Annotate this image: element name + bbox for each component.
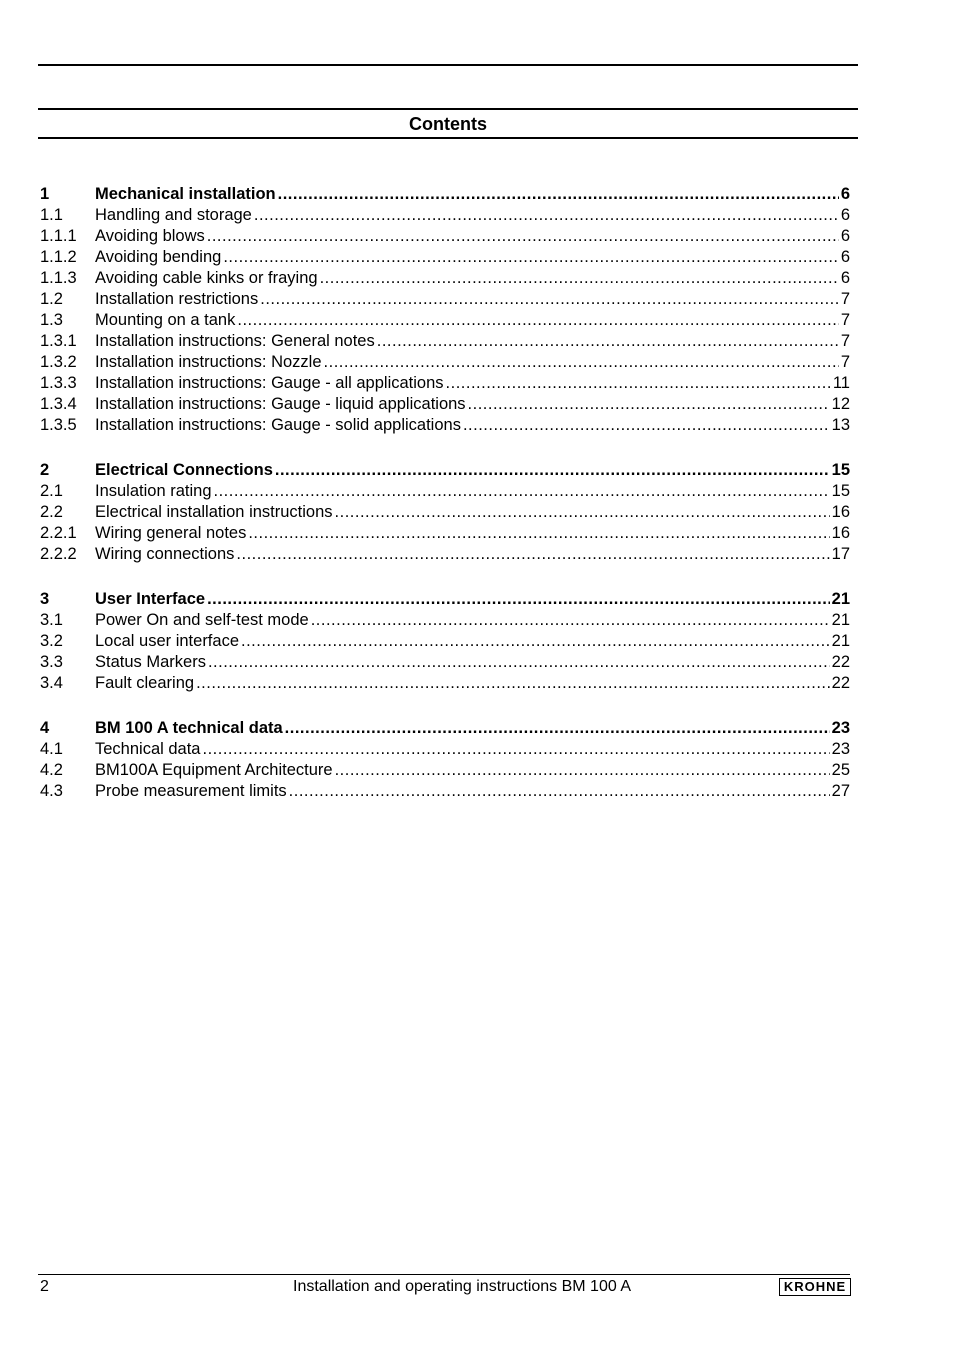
toc-entry-title: Insulation rating (95, 482, 212, 500)
toc-dot-leader (311, 610, 830, 631)
toc-entry-number: 1.3.3 (40, 374, 77, 392)
toc-entry-title: Installation instructions: Nozzle (95, 353, 322, 371)
krohne-logo: KROHNE (779, 1278, 851, 1296)
toc-dot-leader (208, 652, 830, 673)
toc-entry-title: BM 100 A technical data (95, 719, 283, 737)
toc-entry[interactable] (40, 415, 850, 436)
toc-entry-title: Mounting on a tank (95, 311, 236, 329)
toc-section-4 (40, 718, 850, 802)
toc-entry-page: 6 (840, 227, 850, 245)
toc-entry-page: 21 (831, 611, 850, 629)
toc-entry[interactable] (40, 652, 850, 673)
toc-entry-title: Electrical Connections (95, 461, 273, 479)
toc-entry-page: 23 (831, 740, 850, 758)
toc-entry-number: 2.2 (40, 503, 63, 521)
toc-entry-number: 3.3 (40, 653, 63, 671)
toc-entry-title: Avoiding bending (95, 248, 222, 266)
toc-entry[interactable] (40, 352, 850, 373)
toc-entry[interactable] (40, 631, 850, 652)
toc-entry-number: 4.1 (40, 740, 63, 758)
toc-entry-number: 4 (40, 719, 50, 737)
toc-entry-title: User Interface (95, 590, 206, 608)
toc-entry-number: 3 (40, 590, 50, 608)
toc-entry[interactable] (40, 226, 850, 247)
contents-heading: Contents (409, 114, 487, 134)
toc-entry[interactable] (40, 289, 850, 310)
toc-dot-leader (237, 310, 838, 331)
toc-dot-leader (254, 205, 839, 226)
toc-entry[interactable] (40, 205, 850, 226)
toc-dot-leader (335, 502, 830, 523)
toc-dot-leader (275, 460, 830, 481)
toc-entry-number: 2 (40, 461, 50, 479)
footer-rule (38, 1274, 850, 1275)
toc-entry-number: 1 (40, 185, 50, 203)
toc-section-3 (40, 589, 850, 694)
contents-rule-upper (38, 108, 858, 110)
toc-entry-number: 2.2.2 (40, 545, 77, 563)
toc-chapter-entry[interactable] (40, 589, 850, 610)
toc-entry-title: Status Markers (95, 653, 206, 671)
toc-entry-title: Mechanical installation (95, 185, 276, 203)
toc-entry-number: 1.3.5 (40, 416, 77, 434)
toc-dot-leader (207, 589, 830, 610)
toc-entry[interactable] (40, 781, 850, 802)
toc-entry-title: Wiring connections (95, 545, 235, 563)
toc-entry-title: Installation instructions: Gauge - all applications (95, 374, 444, 392)
toc-entry-number: 1.1.2 (40, 248, 77, 266)
toc-dot-leader (285, 718, 830, 739)
toc-entry-number: 1.1.3 (40, 269, 77, 287)
toc-entry-title: Installation instructions: General notes (95, 332, 375, 350)
toc-dot-leader (289, 781, 830, 802)
toc-entry-title: Installation restrictions (95, 290, 259, 308)
toc-dot-leader (260, 289, 839, 310)
toc-entry-page: 21 (831, 632, 850, 650)
toc-entry-title: Probe measurement limits (95, 782, 287, 800)
footer-document-title: Installation and operating instructions BM 100 A (293, 1278, 631, 1295)
toc-entry[interactable] (40, 373, 850, 394)
toc-dot-leader (377, 331, 839, 352)
toc-entry-number: 1.2 (40, 290, 63, 308)
toc-entry[interactable] (40, 610, 850, 631)
toc-entry-title: Installation instructions: Gauge - liquid applications (95, 395, 466, 413)
top-rule (38, 64, 858, 66)
toc-entry-page: 13 (831, 416, 850, 434)
toc-entry-title: BM100A Equipment Architecture (95, 761, 333, 779)
toc-entry[interactable] (40, 331, 850, 352)
toc-entry-number: 1.1.1 (40, 227, 77, 245)
toc-entry-title: Wiring general notes (95, 524, 247, 542)
toc-entry-title: Handling and storage (95, 206, 252, 224)
toc-entry-page: 21 (831, 590, 850, 608)
footer-page-number: 2 (40, 1278, 49, 1295)
toc-dot-leader (320, 268, 839, 289)
toc-entry-page: 15 (831, 482, 850, 500)
toc-entry-page: 22 (831, 674, 850, 692)
toc-entry-page: 6 (840, 269, 850, 287)
toc-entry-page: 7 (840, 353, 850, 371)
toc-entry-number: 3.1 (40, 611, 63, 629)
toc-entry-page: 7 (840, 332, 850, 350)
toc-entry[interactable] (40, 760, 850, 781)
toc-entry-page: 16 (831, 503, 850, 521)
toc-entry[interactable] (40, 544, 850, 565)
toc-entry[interactable] (40, 673, 850, 694)
toc-entry-page: 25 (831, 761, 850, 779)
toc-entry-number: 1.3.2 (40, 353, 77, 371)
toc-entry-number: 1.3 (40, 311, 63, 329)
toc-dot-leader (335, 760, 830, 781)
contents-rule-lower (38, 137, 858, 139)
toc-entry[interactable] (40, 247, 850, 268)
toc-dot-leader (278, 184, 839, 205)
toc-dot-leader (207, 226, 839, 247)
toc-entry-page: 16 (831, 524, 850, 542)
table-of-contents (40, 184, 850, 826)
toc-entry[interactable] (40, 739, 850, 760)
toc-entry-page: 6 (840, 185, 850, 203)
toc-entry-title: Local user interface (95, 632, 239, 650)
toc-entry-page: 7 (840, 290, 850, 308)
toc-entry-page: 17 (831, 545, 850, 563)
toc-entry-title: Avoiding blows (95, 227, 205, 245)
toc-entry[interactable] (40, 268, 850, 289)
toc-chapter-entry[interactable] (40, 460, 850, 481)
toc-entry-title: Power On and self-test mode (95, 611, 309, 629)
toc-entry[interactable] (40, 310, 850, 331)
toc-entry-title: Technical data (95, 740, 201, 758)
toc-entry-page: 27 (831, 782, 850, 800)
toc-entry-page: 22 (831, 653, 850, 671)
toc-section-1 (40, 184, 850, 436)
toc-entry-title: Avoiding cable kinks or fraying (95, 269, 318, 287)
toc-entry-number: 4.2 (40, 761, 63, 779)
toc-chapter-entry[interactable] (40, 718, 850, 739)
toc-entry-number: 3.4 (40, 674, 63, 692)
toc-entry-title: Installation instructions: Gauge - solid applications (95, 416, 461, 434)
toc-entry-number: 1.3.4 (40, 395, 77, 413)
toc-dot-leader (463, 415, 830, 436)
toc-entry[interactable] (40, 394, 850, 415)
toc-entry[interactable] (40, 481, 850, 502)
toc-entry-number: 2.2.1 (40, 524, 77, 542)
toc-entry-page: 6 (840, 206, 850, 224)
toc-dot-leader (241, 631, 830, 652)
toc-dot-leader (223, 247, 839, 268)
toc-entry[interactable] (40, 502, 850, 523)
toc-entry[interactable] (40, 523, 850, 544)
toc-entry-number: 1.3.1 (40, 332, 77, 350)
toc-entry-page: 12 (831, 395, 850, 413)
toc-dot-leader (468, 394, 830, 415)
toc-dot-leader (248, 523, 829, 544)
toc-section-2 (40, 460, 850, 565)
toc-entry-page: 15 (831, 461, 850, 479)
toc-entry-page: 7 (840, 311, 850, 329)
toc-entry-title: Fault clearing (95, 674, 195, 692)
toc-dot-leader (214, 481, 830, 502)
toc-entry-page: 11 (832, 374, 850, 392)
toc-entry-number: 1.1 (40, 206, 63, 224)
toc-dot-leader (446, 373, 831, 394)
toc-dot-leader (203, 739, 830, 760)
toc-dot-leader (236, 544, 829, 565)
toc-dot-leader (196, 673, 830, 694)
toc-entry-number: 2.1 (40, 482, 63, 500)
toc-dot-leader (324, 352, 839, 373)
toc-entry-number: 3.2 (40, 632, 63, 650)
toc-entry-page: 6 (840, 248, 850, 266)
toc-entry-title: Electrical installation instructions (95, 503, 333, 521)
toc-chapter-entry[interactable] (40, 184, 850, 205)
toc-entry-page: 23 (831, 719, 850, 737)
toc-entry-number: 4.3 (40, 782, 63, 800)
